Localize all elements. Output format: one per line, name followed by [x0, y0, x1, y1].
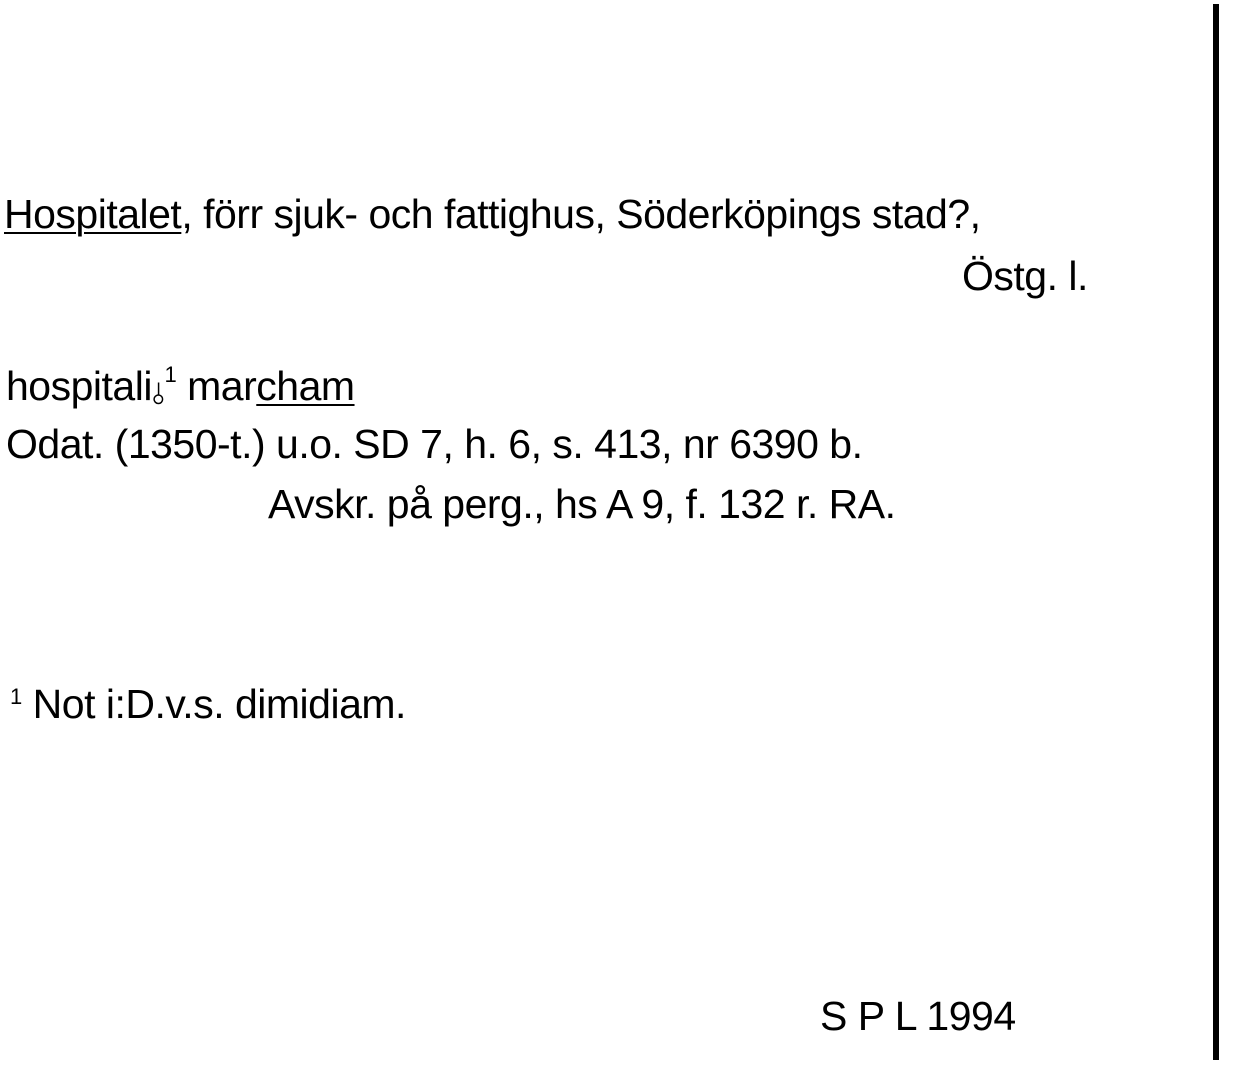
- dagger-mark: ⫰: [151, 378, 165, 411]
- footnote-text: Not i:D.v.s. dimidiam.: [32, 681, 406, 727]
- signature: S P L 1994: [820, 993, 1016, 1039]
- place-name: Hospitalet: [4, 191, 182, 237]
- card-edge-border: [1213, 4, 1219, 1060]
- footnote-line: [10, 681, 406, 727]
- form-word2-underlined: cham: [256, 363, 355, 409]
- source-line-1: Odat. (1350-t.) u.o. SD 7, h. 6, s. 413, nr 6390 b.: [6, 421, 863, 467]
- region-line: Östg. l.: [962, 253, 1088, 299]
- place-description: , förr sjuk- och fattighus, Söderköpings stad?,: [181, 191, 981, 237]
- heading-line: [4, 191, 981, 237]
- form-word2-plain: mar: [187, 363, 257, 409]
- form-line: [6, 362, 355, 411]
- footnote-number: 1: [10, 684, 22, 709]
- source-line-2: Avskr. på perg., hs A 9, f. 132 r. RA.: [268, 481, 896, 527]
- footnote-ref: 1: [164, 362, 177, 387]
- form-word: hospitali: [6, 363, 152, 409]
